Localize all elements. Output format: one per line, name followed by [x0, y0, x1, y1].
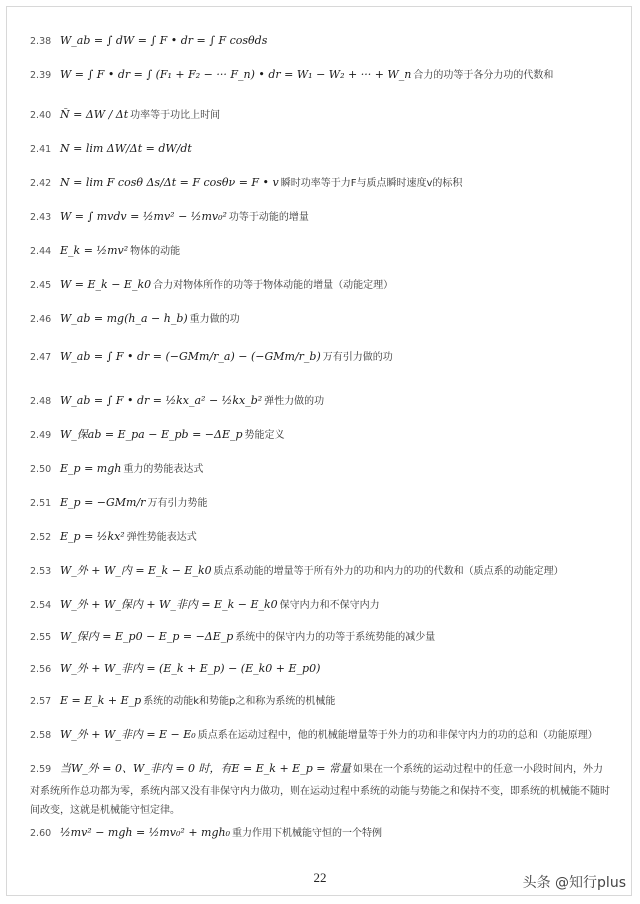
formula-number: 2.50	[30, 464, 52, 475]
formula-line	[30, 564, 615, 579]
formula-expression: 当W_外 = 0、W_非内 = 0 时，有E = E_k + E_p = 常量	[60, 762, 351, 775]
formula-line	[30, 34, 615, 49]
formula-expression: W = ∫ F • dr = ∫ (F₁ + F₂ − ··· F_n) • dr = W₁ − W₂ + ··· + W_n	[60, 68, 412, 81]
formula-number: 2.59	[30, 764, 52, 775]
formula-number: 2.55	[30, 632, 52, 643]
formula-description: 功等于动能的增量	[228, 212, 309, 223]
formula-number: 2.52	[30, 532, 52, 543]
formula-line	[30, 350, 615, 365]
formula-description: 弹性势能表达式	[126, 532, 197, 543]
formula-description: 合力的功等于各分力功的代数和	[413, 70, 554, 81]
formula-line	[30, 176, 615, 191]
formula-expression: W_外 + W_保内 + W_非内 = E_k − E_k0	[60, 598, 278, 611]
formula-expression: N̄ = ΔW / Δt	[60, 108, 129, 121]
formula-expression: ½mv² − mgh = ½mv₀² + mgh₀	[60, 826, 230, 839]
formula-line	[30, 462, 615, 477]
formula-number: 2.54	[30, 600, 52, 611]
formula-number: 2.44	[30, 246, 52, 257]
formula-expression: W = ∫ mvdv = ½mv² − ½mv₀²	[60, 210, 227, 223]
formula-expression: E = E_k + E_p	[60, 694, 142, 707]
formula-description: 质点系动能的增量等于所有外力的功和内力的功的代数和（质点系的动能定理）	[213, 566, 564, 577]
formula-expression: E_p = ½kx²	[60, 530, 125, 543]
formula-number: 2.57	[30, 696, 52, 707]
formula-description: 功率等于功比上时间	[130, 110, 221, 121]
formula-expression: W_ab = ∫ dW = ∫ F • dr = ∫ F cosθds	[60, 34, 268, 47]
formula-description: 万有引力势能	[147, 498, 208, 509]
formula-number: 2.41	[30, 144, 52, 155]
formula-number: 2.51	[30, 498, 52, 509]
formula-expression: W_ab = ∫ F • dr = (−GMm/r_a) − (−GMm/r_b)	[60, 350, 321, 363]
formula-expression: N = lim F cosθ Δs/Δt = F cosθν = F • v	[60, 176, 279, 189]
page-number: 22	[313, 870, 327, 885]
formula-number: 2.39	[30, 70, 52, 81]
formula-description: 系统中的保守内力的功等于系统势能的减少量	[235, 632, 436, 643]
formula-expression: W_ab = ∫ F • dr = ½kx_a² − ½kx_b²	[60, 394, 263, 407]
formula-line	[30, 496, 615, 511]
conservation-paragraph: 对系统所作总功都为零，系统内部又没有非保守内力做功，则在运动过程中系统的动能与势能之和保持不变，即系统的机械能不随时间改变，这就是机械能守恒定律。	[30, 786, 610, 816]
formula-description: 如果在一个系统的运动过程中的任意一小段时间内，外力	[352, 764, 603, 775]
formula-line	[30, 278, 615, 293]
formula-line	[30, 428, 615, 443]
formula-expression: E_p = mgh	[60, 462, 122, 475]
formula-expression: W_外 + W_非内 = E − E₀	[60, 728, 196, 741]
formula-number: 2.58	[30, 730, 52, 741]
formula-number: 2.43	[30, 212, 52, 223]
formula-expression: E_k = ½mv²	[60, 244, 129, 257]
formula-line	[30, 108, 615, 123]
formula-number: 2.46	[30, 314, 52, 325]
formula-number: 2.53	[30, 566, 52, 577]
formula-number: 2.47	[30, 352, 52, 363]
formula-description: 万有引力做的功	[322, 352, 393, 363]
formula-line	[30, 728, 615, 743]
formula-expression: W_外 + W_内 = E_k − E_k0	[60, 564, 212, 577]
formula-line	[30, 762, 615, 777]
formula-line	[30, 210, 615, 225]
formula-description: 重力的势能表达式	[123, 464, 204, 475]
watermark: 头条 @知行plus	[522, 875, 626, 891]
formula-line	[30, 244, 615, 259]
formula-line	[30, 694, 615, 709]
formula-expression: W = E_k − E_k0	[60, 278, 152, 291]
formula-description: 势能定义	[244, 430, 285, 441]
formula-description: 合力对物体所作的功等于物体动能的增量（动能定理）	[153, 280, 394, 291]
formula-description: 系统的动能k和势能p之和称为系统的机械能	[143, 696, 336, 707]
formula-number: 2.48	[30, 396, 52, 407]
formula-line-last	[30, 826, 615, 841]
formula-description: 重力作用下机械能守恒的一个特例	[232, 828, 382, 839]
formula-expression: W_保ab = E_pa − E_pb = −ΔE_p	[60, 428, 243, 441]
formula-description: 重力做的功	[189, 314, 240, 325]
formula-line	[30, 630, 615, 645]
formula-line	[30, 142, 615, 157]
formula-number: 2.38	[30, 36, 52, 47]
formula-description: 物体的动能	[130, 246, 181, 257]
formula-description: 质点系在运动过程中，他的机械能增量等于外力的功和非保守内力的功的总和（功能原理）	[197, 730, 598, 741]
formula-description: 弹性力做的功	[264, 396, 325, 407]
formula-number: 2.56	[30, 664, 52, 675]
formula-number: 2.42	[30, 178, 52, 189]
formula-line	[30, 598, 615, 613]
formula-expression: W_外 + W_非内 = (E_k + E_p) − (E_k0 + E_p0)	[60, 662, 321, 675]
formula-line	[30, 662, 615, 677]
formula-expression: W_ab = mg(h_a − h_b)	[60, 312, 188, 325]
formula-line	[30, 312, 615, 327]
formula-expression: N = lim ΔW/Δt = dW/dt	[60, 142, 192, 155]
formula-line	[30, 394, 615, 409]
formula-description: 保守内力和不保守内力	[279, 600, 380, 611]
formula-number: 2.49	[30, 430, 52, 441]
formula-expression: E_p = −GMm/r	[60, 496, 146, 509]
formula-number: 2.45	[30, 280, 52, 291]
formula-line	[30, 68, 615, 83]
formula-line	[30, 530, 615, 545]
formula-number: 2.60	[30, 828, 52, 839]
formula-description: 瞬时功率等于力F与质点瞬时速度v的标积	[280, 178, 463, 189]
formula-number: 2.40	[30, 110, 52, 121]
formula-expression: W_保内 = E_p0 − E_p = −ΔE_p	[60, 630, 234, 643]
